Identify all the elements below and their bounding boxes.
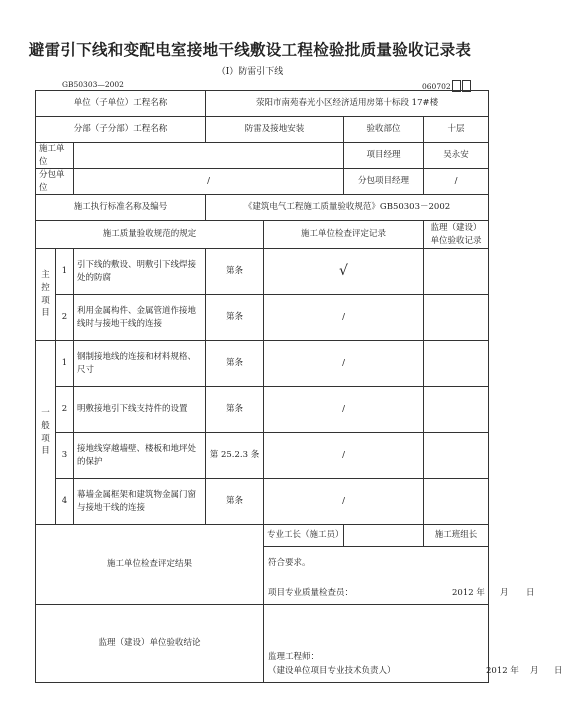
main-items-group-label — [36, 249, 56, 341]
form-title: 避雷引下线和变配电室接地干线敷设工程检验批质量验收记录表 — [28, 40, 472, 59]
standard-value: 《建筑电气工程施工质量验收规范》GB50303－2002 — [206, 195, 489, 221]
construction-date-month: 月 — [500, 588, 509, 598]
table-row — [36, 479, 489, 525]
acceptance-part-label: 验收部位 — [344, 117, 424, 143]
item-desc: 利用金属构件、金属管道作接地线时与接地干线的连接 — [74, 295, 206, 341]
table-row — [36, 433, 489, 479]
foreman-label: 专业工长（施工员） — [264, 525, 344, 547]
acceptance-part-value: 十层 — [424, 117, 489, 143]
item-desc: 明敷接地引下线支持件的设置 — [74, 387, 206, 433]
standard-label: 施工执行标准名称及编号 — [36, 195, 206, 221]
unit-name-label: 单位（子单位）工程名称 — [36, 91, 206, 117]
row-unit-name — [36, 91, 489, 117]
item-supervision — [424, 249, 489, 295]
table-row — [36, 295, 489, 341]
item-record: / — [264, 341, 424, 387]
column-header-check-record: 施工单位检查评定记录 — [264, 221, 424, 249]
construction-eval-result-text: 符合要求。 — [268, 558, 311, 568]
table-row — [36, 249, 489, 295]
main-items-group-text: 主控项目 — [41, 270, 50, 319]
standard-code: GB50303—2002 — [62, 80, 124, 89]
supervision-date-year: 2012 年 — [486, 666, 519, 676]
subcontract-manager-label: 分包项目经理 — [344, 169, 424, 195]
item-record: / — [264, 387, 424, 433]
item-clause: 第条 — [206, 387, 264, 433]
item-desc: 钢制接地线的连接和材料规格、尺寸 — [74, 341, 206, 387]
inspector-label: 项目专业质量检查员： — [268, 588, 354, 598]
construction-date-day: 日 — [526, 588, 535, 598]
row-supervision-eval — [36, 605, 489, 683]
unit-name-value: 荥阳市南苑春光小区经济适用房第十标段 17#楼 — [206, 91, 489, 117]
supervision-eval-cell — [264, 605, 563, 683]
item-no: 3 — [56, 433, 74, 479]
form-number-text: 060702 — [422, 81, 451, 91]
table-row — [36, 341, 489, 387]
item-record: √ — [264, 249, 424, 295]
row-part-name — [36, 117, 489, 143]
item-supervision — [424, 433, 489, 479]
item-no: 2 — [56, 295, 74, 341]
supervision-date-day: 日 — [554, 666, 563, 676]
row-construction-eval-top — [36, 525, 489, 547]
part-name-label: 分部（子分部）工程名称 — [36, 117, 206, 143]
item-clause: 第条 — [206, 341, 264, 387]
item-supervision — [424, 387, 489, 433]
item-desc: 接地线穿越墙壁、楼板和地坪处的保护 — [74, 433, 206, 479]
general-items-group-label — [36, 341, 56, 525]
item-no: 4 — [56, 479, 74, 525]
item-record: / — [264, 295, 424, 341]
subcontract-unit-value: / — [74, 169, 344, 195]
item-supervision — [424, 341, 489, 387]
subcontract-unit-label: 分包单位 — [36, 169, 74, 195]
supervision-tech-lead-label: （建设单位项目专业技术负责人） — [268, 666, 396, 676]
item-clause: 第条 — [206, 479, 264, 525]
construction-eval-result-cell — [264, 547, 535, 605]
construction-eval-label: 施工单位检查评定结果 — [36, 525, 264, 605]
team-leader-label: 施工班组长 — [424, 525, 489, 547]
column-header-supervision: 监理（建设）单位验收记录 — [424, 221, 489, 249]
column-header-spec: 施工质量验收规范的规定 — [36, 221, 264, 249]
item-supervision — [424, 479, 489, 525]
construction-date-year: 2012 年 — [452, 588, 485, 598]
record-table — [35, 90, 563, 683]
item-clause: 第 25.2.3 条 — [206, 433, 264, 479]
row-construction-unit — [36, 143, 489, 169]
item-no: 1 — [56, 341, 74, 387]
item-desc: 引下线的敷设、明敷引下线焊接处的防腐 — [74, 249, 206, 295]
item-no: 1 — [56, 249, 74, 295]
item-record: / — [264, 433, 424, 479]
supervision-engineer-label: 监理工程师： — [268, 652, 320, 662]
construction-unit-value — [74, 143, 344, 169]
foreman-value — [344, 525, 424, 547]
row-subcontract-unit — [36, 169, 489, 195]
construction-unit-label: 施工单位 — [36, 143, 74, 169]
item-desc: 幕墙金属框架和建筑物金属门窗与接地干线的连接 — [74, 479, 206, 525]
supervision-eval-label: 监理（建设）单位验收结论 — [36, 605, 264, 683]
item-no: 2 — [56, 387, 74, 433]
form-subtitle: （Ⅰ）防雷引下线 — [216, 67, 284, 77]
row-standard — [36, 195, 489, 221]
supervision-date-month: 月 — [530, 666, 539, 676]
project-manager-value: 吴永安 — [424, 143, 489, 169]
row-column-headers — [36, 221, 489, 249]
subcontract-manager-value: / — [424, 169, 489, 195]
item-clause: 第条 — [206, 295, 264, 341]
project-manager-label: 项目经理 — [344, 143, 424, 169]
table-row — [36, 387, 489, 433]
item-clause: 第条 — [206, 249, 264, 295]
general-items-group-text: 一般项目 — [41, 408, 50, 457]
part-name-value: 防雷及接地安装 — [206, 117, 344, 143]
item-supervision — [424, 295, 489, 341]
item-record: / — [264, 479, 424, 525]
